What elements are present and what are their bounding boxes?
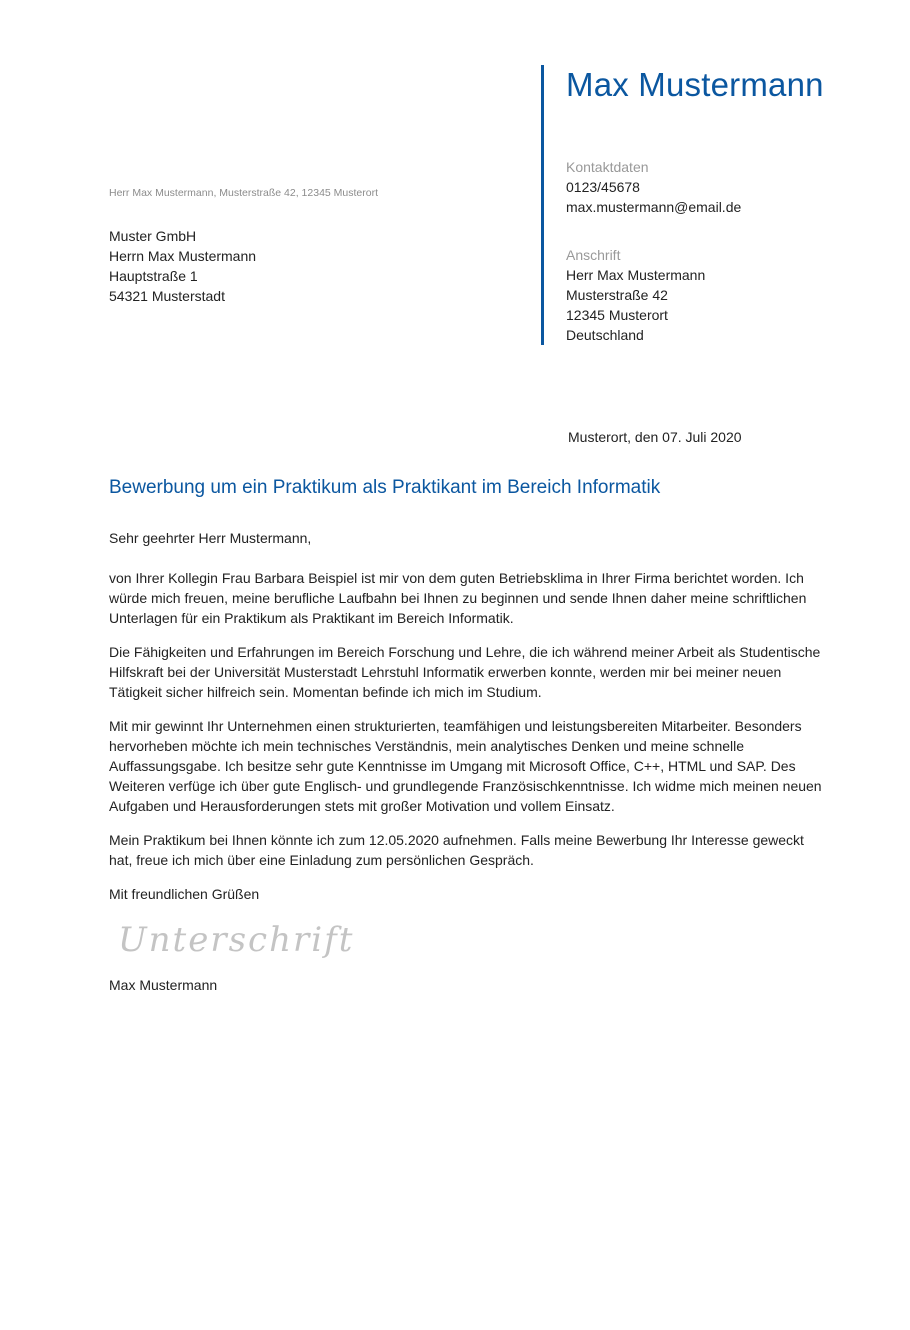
contact-section	[566, 157, 741, 217]
body-paragraph: Mit mir gewinnt Ihr Unternehmen einen strukturierten, teamfähigen und leistungsbereiten Mitarbeiter. Besonders hervorheben möchte ich mein technisches Verständnis, mein analytisches Denken und meine schnelle Auffassungsgabe. Ich besitze sehr gute Kenntnisse im Umgang mit Microsoft Office, C++, HTML und SAP. Des Weiteren verfüge ich über gute Englisch- und grundlegende Französischkenntnisse. Ich widme mich meinen neuen Aufgaben und Herausforderungen stets mit großer Motivation und vollem Einsatz.	[109, 718, 822, 814]
address-line: Musterstraße 42	[566, 287, 668, 303]
contact-email: max.mustermann@email.de	[566, 199, 742, 215]
closing: Mit freundlichen Grüßen	[109, 886, 260, 902]
sender-return-line: Herr Max Mustermann, Musterstraße 42, 12345 Musterort	[109, 187, 379, 199]
signer-name: Max Mustermann	[109, 977, 218, 993]
signature: Unterschrift	[118, 920, 355, 960]
body-paragraph: Die Fähigkeiten und Erfahrungen im Bereich Forschung und Lehre, die ich während meiner Arbeit als Studentische Hilfskraft bei der Universität Musterstadt Lehrstuhl Informatik erwerben konnte, werden mir bei meiner neuen Tätigkeit sicher hilfreich sein. Momentan befinde ich mich im Studium.	[109, 644, 821, 700]
body-paragraph: von Ihrer Kollegin Frau Barbara Beispiel ist mir von dem guten Betriebsklima in Ihrer Firma berichtet worden. Ich würde mich freuen, meine berufliche Laufbahn bei Ihnen zu beginnen und sende Ihnen daher meine schriftlichen Unterlagen für ein Praktikum als Praktikant im Bereich Informatik.	[109, 570, 807, 626]
letter-subject: Bewerbung um ein Praktikum als Praktikant im Bereich Informatik	[109, 477, 661, 498]
body-paragraph: Mein Praktikum bei Ihnen könnte ich zum 12.05.2020 aufnehmen. Falls meine Bewerbung Ihr Interesse geweckt hat, freue ich mich über eine Einladung zum persönlichen Gespräch.	[109, 832, 804, 868]
salutation: Sehr geehrter Herr Mustermann,	[109, 530, 312, 546]
recipient-line: 54321 Musterstadt	[109, 288, 225, 304]
contact-phone: 0123/45678	[566, 179, 640, 195]
recipient-line: Herrn Max Mustermann	[109, 248, 257, 264]
recipient-address	[109, 226, 256, 306]
recipient-line: Muster GmbH	[109, 228, 197, 244]
recipient-line: Hauptstraße 1	[109, 268, 198, 284]
letter-date: Musterort, den 07. Juli 2020	[568, 429, 742, 445]
applicant-name: Max Mustermann	[566, 66, 824, 103]
header-contact-block	[541, 65, 844, 345]
address-section	[566, 245, 705, 345]
contact-label: Kontaktdaten	[566, 159, 649, 175]
letter-body	[109, 528, 824, 904]
address-label: Anschrift	[566, 247, 621, 263]
address-line: Herr Max Mustermann	[566, 267, 706, 283]
address-line: 12345 Musterort	[566, 307, 668, 323]
address-line: Deutschland	[566, 327, 644, 343]
